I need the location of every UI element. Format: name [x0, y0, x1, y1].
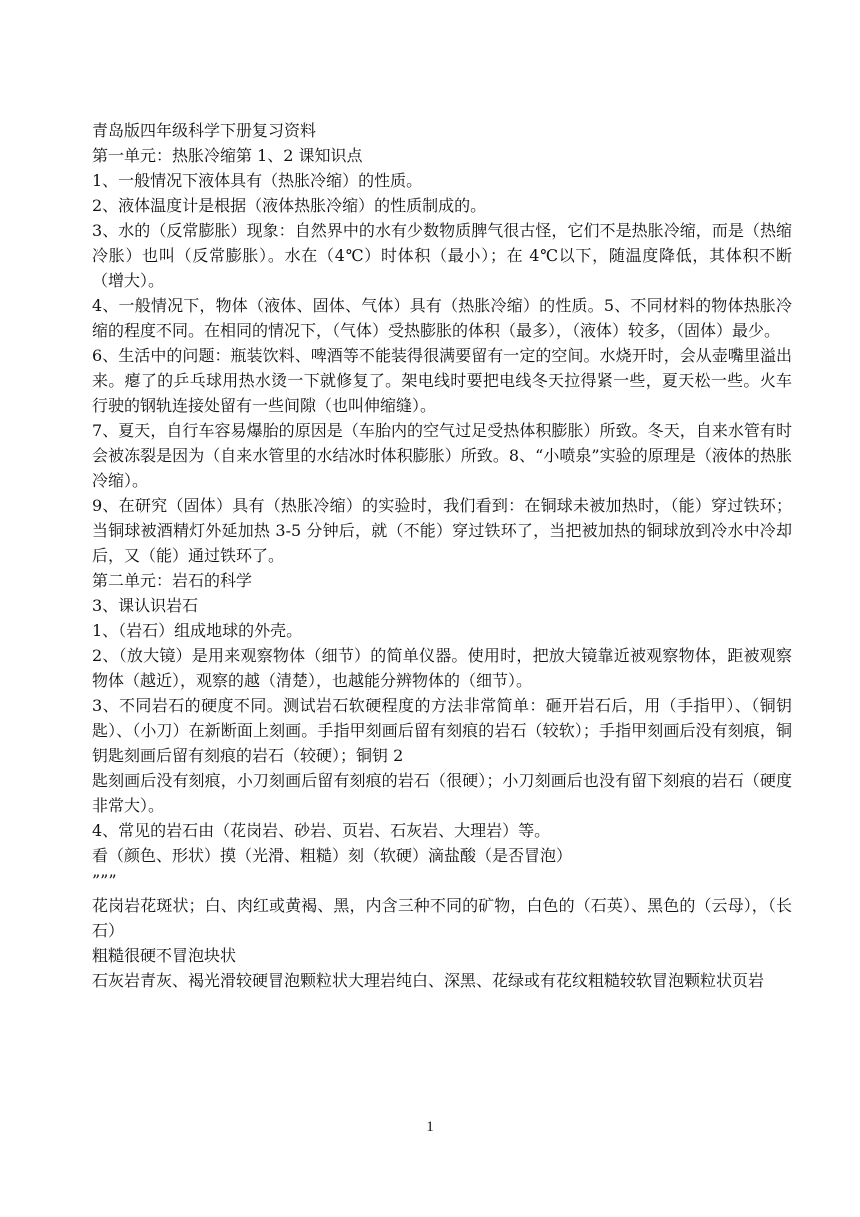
unit1-item-2: 2、液体温度计是根据（液体热胀冷缩）的性质制成的。 — [92, 196, 487, 215]
unit2-heading: 第二单元：岩石的科学 — [92, 571, 253, 590]
unit2-item-2: 2、（放大镜）是用来观察物体（细节）的简单仪器。使用时，把放大镜靠近被观察物体，距被观察物体（越近），观察的越（清楚），也越能分辨物体的（细节）。 — [92, 646, 792, 690]
unit1-item-1: 1、一般情况下液体具有（热胀冷缩）的性质。 — [92, 171, 423, 190]
quote-marks: ””” — [92, 871, 117, 890]
unit1-heading: 第一单元：热胀冷缩第 1、2 课知识点 — [92, 146, 363, 165]
unit1-item-7: 7、夏天，自行车容易爆胎的原因是（车胎内的空气过足受热体积膨胀）所致。冬天，自来水管有时会被冻裂是因为（自来水管里的水结冰时体积膨胀）所致。8、“小喷泉”实验的原理是（液体的热胀冷缩）。 — [92, 421, 792, 490]
unit1-item-3: 3、水的（反常膨胀）现象：自然界中的水有少数物质脾气很古怪，它们不是热胀冷缩，而是（热缩冷胀）也叫（反常膨胀）。水在（4℃）时体积（最小）；在 4℃以下，随温度降低，其体积不断（增大）。 — [92, 221, 792, 290]
document-body — [92, 118, 792, 993]
unit2-item-3: 3、不同岩石的硬度不同。测试岩石软硬程度的方法非常简单：砸开岩石后，用（手指甲）、（铜钥匙）、（小刀）在新断面上刻画。手指甲刻画后留有刻痕的岩石（较软）；手指甲刻画后没有刻痕，铜钥匙刻画后留有刻痕的岩石（较硬）；铜钥 2 — [92, 696, 792, 765]
unit1-item-9: 9、在研究（固体）具有（热胀冷缩）的实验时，我们看到：在铜球未被加热时，（能）穿过铁环；当铜球被酒精灯外延加热 3-5 分钟后，就（不能）穿过铁环了，当把被加热的铜球放到冷水中冷却后，又（能）通过铁环了。 — [92, 496, 792, 565]
rock-properties-line: 粗糙很硬不冒泡块状 — [92, 946, 237, 965]
unit1-item-4: 4、一般情况下，物体（液体、固体、气体）具有（热胀冷缩）的性质。5、不同材料的物体热胀冷缩的程度不同。在相同的情况下，（气体）受热膨胀的体积（最多），（液体）较多，（固体）最少。 — [92, 296, 792, 340]
granite-description: 花岗岩花斑状；白、肉红或黄褐、黑，内含三种不同的矿物，白色的（石英）、黑色的（云母），（长石） — [92, 896, 792, 940]
document-title: 青岛版四年级科学下册复习资料 — [92, 121, 317, 140]
unit2-item-4: 4、常见的岩石由（花岗岩、砂岩、页岩、石灰岩、大理岩）等。 — [92, 821, 551, 840]
limestone-marble-shale-description: 石灰岩青灰、褐光滑较硬冒泡颗粒状大理岩纯白、深黑、花绿或有花纹粗糙较软冒泡颗粒状页岩 — [92, 971, 765, 990]
observation-methods: 看（颜色、形状）摸（光滑、粗糙）刻（软硬）滴盐酸（是否冒泡） — [92, 846, 573, 865]
unit2-item-3-continued: 匙刻画后没有刻痕，小刀刻画后留有刻痕的岩石（很硬）；小刀刻画后也没有留下刻痕的岩石（硬度非常大）。 — [92, 771, 792, 815]
unit2-lesson-heading: 3、课认识岩石 — [92, 596, 199, 615]
unit2-item-1: 1、（岩石）组成地球的外壳。 — [92, 621, 303, 640]
page-number: 1 — [426, 1119, 434, 1135]
unit1-item-6: 6、生活中的问题：瓶装饮料、啤酒等不能装得很满要留有一定的空间。水烧开时，会从壶嘴里溢出来。瘪了的乒乓球用热水烫一下就修复了。架电线时要把电线冬天拉得紧一些，夏天松一些。火车行驶的钢轨连接处留有一些间隙（也叫伸缩缝）。 — [92, 346, 792, 415]
